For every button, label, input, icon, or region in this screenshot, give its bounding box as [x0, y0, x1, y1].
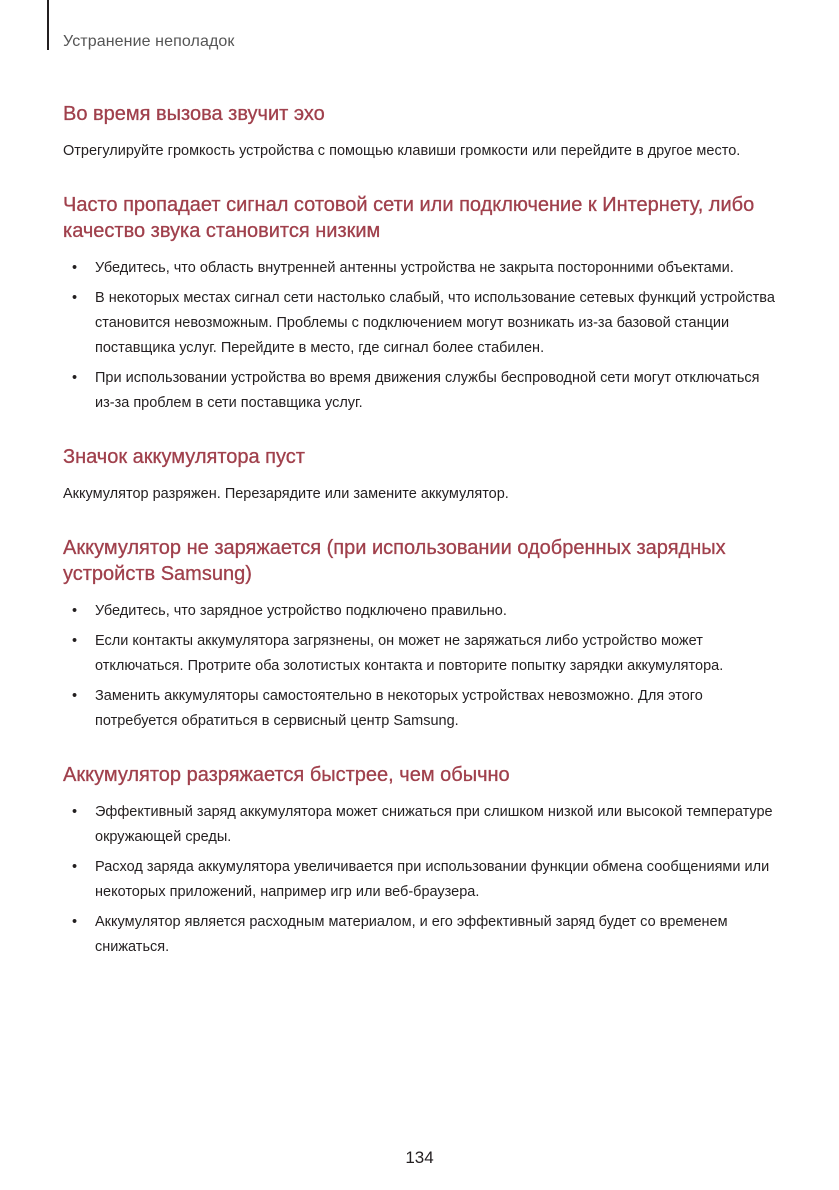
list-item: [63, 366, 783, 416]
list-item-text: Эффективный заряд аккумулятора может снижаться при слишком низкой или высокой температуре окружающей среды.: [95, 804, 773, 845]
bullet-dot: •: [72, 633, 78, 649]
bullet-dot: •: [72, 260, 78, 276]
bullet-dot: •: [72, 688, 78, 704]
section-heading: Во время вызова звучит эхо: [63, 103, 325, 125]
bullet-list: [63, 800, 783, 960]
list-item: [63, 684, 783, 734]
document-body: [63, 101, 783, 965]
list-item-text: Расход заряда аккумулятора увеличивается при использовании функции обмена сообщениями или некоторых приложений, например игр или веб-браузера.: [95, 859, 770, 900]
list-item-text: Убедитесь, что область внутренней антенны устройства не закрыта посторонними объектами.: [95, 260, 734, 276]
section-heading: Аккумулятор не заряжается (при использовании одобренных зарядных устройств Samsung): [63, 537, 726, 585]
list-item: [63, 256, 783, 281]
list-item: [63, 910, 783, 960]
list-item: [63, 599, 783, 624]
running-header: Устранение неполадок: [63, 33, 235, 50]
section-battery-empty: [63, 444, 783, 507]
bullet-dot: •: [72, 914, 78, 930]
list-item: [63, 629, 783, 679]
section-battery-drains-fast: [63, 762, 783, 960]
section-heading: Аккумулятор разряжается быстрее, чем обычно: [63, 764, 510, 786]
list-item-text: Если контакты аккумулятора загрязнены, он может не заряжаться либо устройство может отключаться. Протрите оба золотистых контакта и повторите попытку зарядки аккумулятора.: [95, 633, 724, 674]
bullet-dot: •: [72, 804, 78, 820]
list-item-text: При использовании устройства во время движения службы беспроводной сети могут отключаться из-за проблем в сети поставщика услуг.: [95, 370, 760, 411]
section-echo: [63, 101, 783, 164]
bullet-dot: •: [72, 370, 78, 386]
bullet-dot: •: [72, 859, 78, 875]
list-item-text: Аккумулятор является расходным материалом, и его эффективный заряд будет со временем снижаться.: [95, 914, 728, 955]
bullet-list: [63, 599, 783, 734]
list-item-text: В некоторых местах сигнал сети настолько слабый, что использование сетевых функций устройства становится невозможным. Проблемы с подключением могут возникать из-за базовой станции поставщика услуг. Перейдите в место, где сигнал более стабилен.: [95, 290, 775, 356]
bullet-dot: •: [72, 290, 78, 306]
section-battery-not-charging: [63, 535, 783, 734]
section-paragraph: Аккумулятор разряжен. Перезарядите или замените аккумулятор.: [63, 486, 509, 502]
bullet-list: [63, 256, 783, 416]
section-heading: Значок аккумулятора пуст: [63, 446, 305, 468]
section-heading: Часто пропадает сигнал сотовой сети или подключение к Интернету, либо качество звука становится низким: [63, 194, 755, 242]
header-rule: [47, 0, 49, 50]
list-item: [63, 855, 783, 905]
section-signal: [63, 192, 783, 416]
list-item-text: Убедитесь, что зарядное устройство подключено правильно.: [95, 603, 507, 619]
page-number: 134: [405, 1148, 434, 1167]
list-item: [63, 286, 783, 361]
list-item-text: Заменить аккумуляторы самостоятельно в некоторых устройствах невозможно. Для этого потребуется обратиться в сервисный центр Samsung.: [95, 688, 703, 729]
list-item: [63, 800, 783, 850]
section-paragraph: Отрегулируйте громкость устройства с помощью клавиши громкости или перейдите в другое место.: [63, 143, 741, 159]
bullet-dot: •: [72, 603, 78, 619]
